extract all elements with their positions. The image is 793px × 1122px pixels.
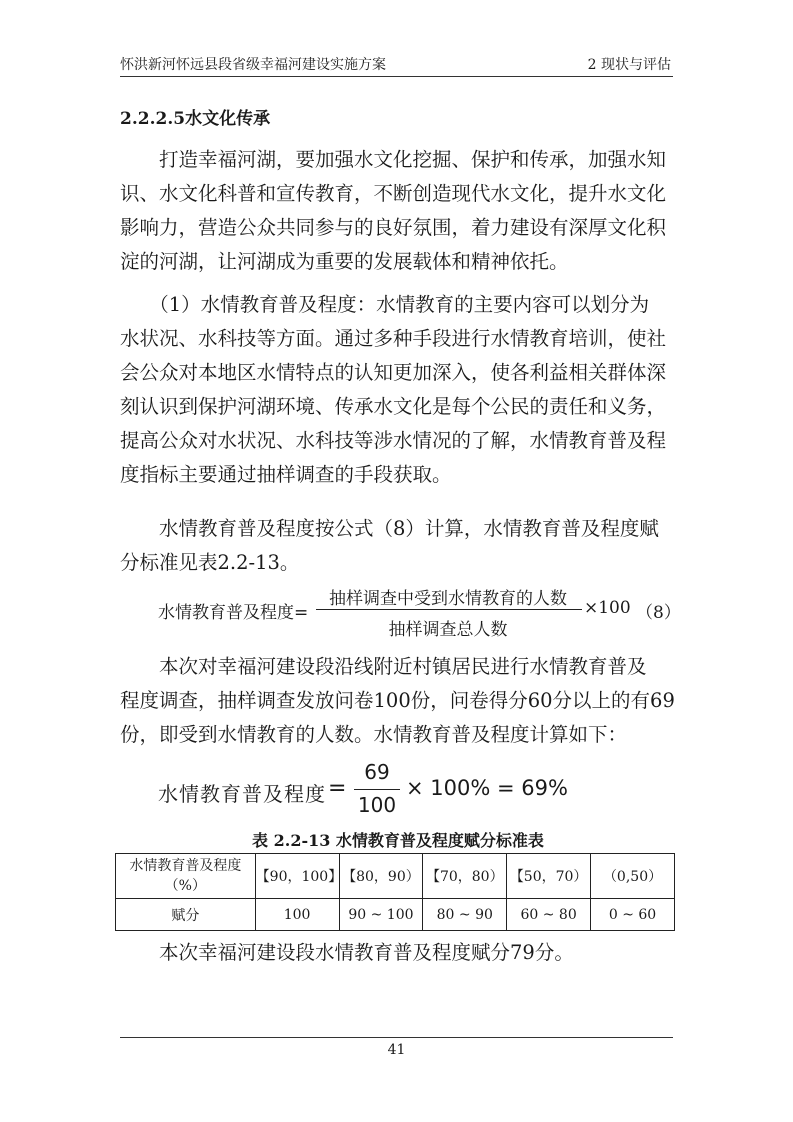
table-cell: 0 ~ 60 [591,899,675,931]
paragraph-line: 打造幸福河湖，要加强水文化挖掘、保护和传承，加强水知 [120,148,667,171]
formula-8-fraction-bar [316,609,582,610]
table-header-cell: （0,50） [591,854,675,899]
calculation-lhs: 水情教育普及程度 [158,782,326,806]
header-document-title: 怀洪新河怀远县段省级幸福河建设实施方案 [120,57,386,73]
calculation-numerator: 69 [364,760,390,784]
paragraph-line: 程度调查，抽样调查发放问卷100份，问卷得分60分以上的有69 [120,689,675,712]
formula-8-number: （8） [636,603,681,623]
formula-8 [158,584,698,640]
table-caption: 表 2.2-13 水情教育普及程度赋分标准表 [252,831,544,850]
header-chapter-title: 2 现状与评估 [587,57,671,73]
formula-8-lhs: 水情教育普及程度= [158,603,309,623]
page-header [120,52,673,77]
paragraph-line: 本次对幸福河建设段沿线附近村镇居民进行水情教育普及 [120,655,647,678]
paragraph-line: （1）水情教育普及程度：水情教育的主要内容可以划分为 [120,293,650,316]
paragraph-line: 水状况、水科技等方面。通过多种手段进行水情教育培训，使社 [120,327,667,350]
table-cell: 赋分 [116,899,256,931]
table-cell: 100 [255,899,339,931]
table-cell: 60 ~ 80 [507,899,591,931]
paragraph-line: 影响力，营造公众共同参与的良好氛围，着力建设有深厚文化积 [120,216,667,239]
table-cell: 80 ~ 90 [423,899,507,931]
paragraph-intro [120,143,676,279]
table-header-cell: 【70，80） [423,854,507,899]
section-title: 2.2.2.5水文化传承 [120,109,271,129]
paragraph-line: 本次幸福河建设段水情教育普及程度赋分79分。 [120,941,574,964]
table-cell: 90 ~ 100 [339,899,423,931]
table-header-cell: 【80，90） [339,854,423,899]
table-row [116,854,675,899]
paragraph-line: 份，即受到水情教育的人数。水情教育普及程度计算如下： [120,723,628,746]
formula-8-multiplier: ×100 [584,598,631,618]
paragraph-survey [120,650,676,752]
calculation-formula [158,760,578,820]
table-header-cell: 【50，70） [507,854,591,899]
paragraph-line: 度指标主要通过抽样调查的手段获取。 [120,463,452,486]
footer-divider [120,1037,673,1038]
paragraph-line: 识、水文化科普和宣传教育，不断创造现代水文化，提升水文化 [120,182,667,205]
calculation-denominator: 100 [357,793,397,817]
calculation-fraction-bar [354,789,400,790]
scoring-standard-table [115,853,675,931]
paragraph-line: 刻认识到保护河湖环境、传承水文化是每个公民的责任和义务， [120,395,667,418]
calculation-equals: = [328,776,347,801]
page-number: 41 [387,1042,406,1058]
table-header-cell: 水情教育普及程度（%） [116,854,256,899]
formula-8-numerator: 抽样调查中受到水情教育的人数 [329,589,567,609]
paragraph-line: 提高公众对水状况、水科技等涉水情况的了解，水情教育普及程 [120,429,667,452]
paragraph-line: 会公众对本地区水情特点的认知更加深入，使各利益相关群体深 [120,361,667,384]
formula-8-denominator: 抽样调查总人数 [388,620,508,640]
table-row [116,899,675,931]
paragraph-conclusion [120,936,676,970]
paragraph-education-definition [120,288,676,492]
table-header-cell: 【90，100】 [255,854,339,899]
paragraph-line: 水情教育普及程度按公式（8）计算，水情教育普及程度赋 [120,517,659,540]
paragraph-formula-intro [120,512,676,580]
paragraph-line: 分标准见表2.2-13。 [120,551,300,574]
paragraph-line: 淀的河湖，让河湖成为重要的发展载体和精神依托。 [120,250,569,273]
calculation-result: × 100% = 69% [406,776,568,800]
